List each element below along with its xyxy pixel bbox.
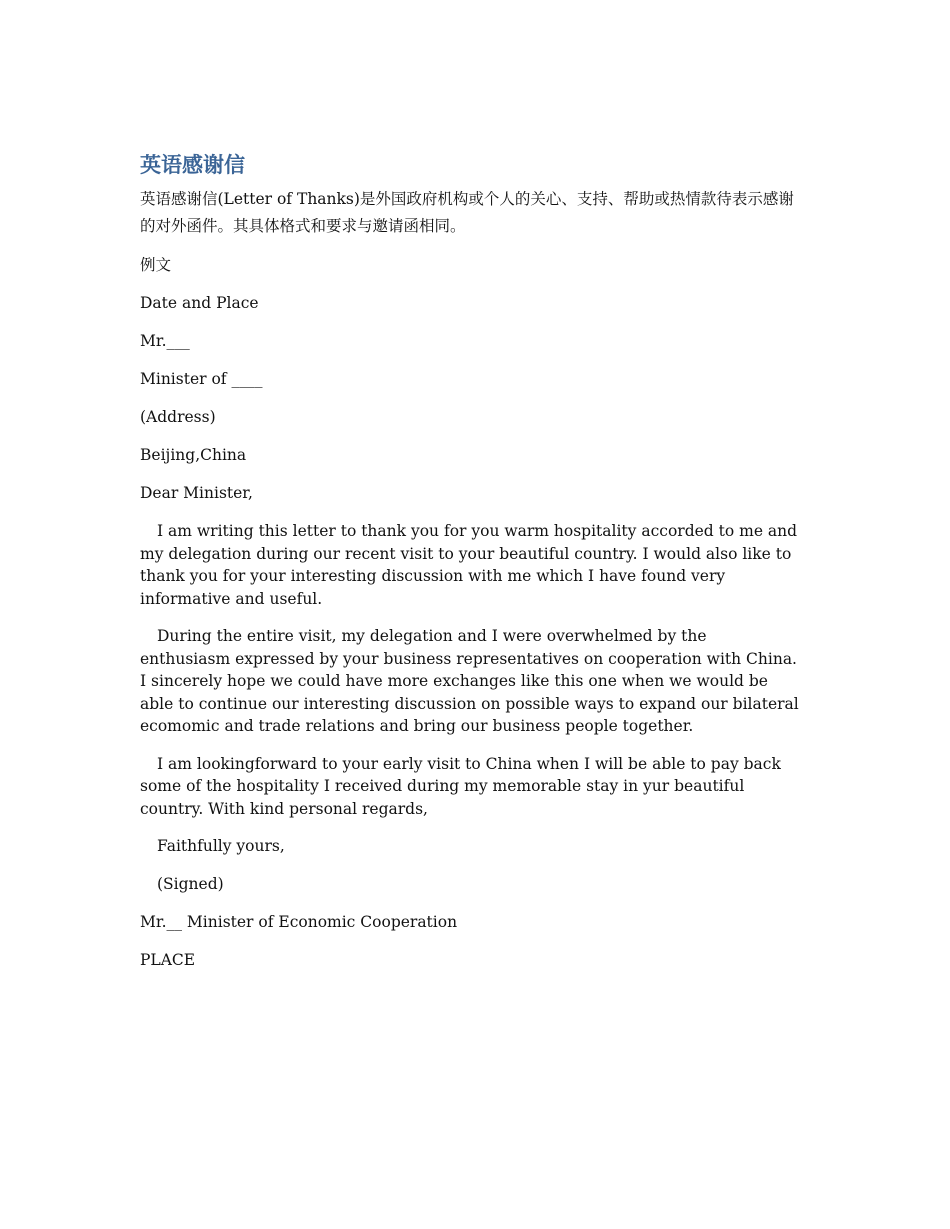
signature-line: Mr.__ Minister of Economic Cooperation bbox=[140, 913, 458, 931]
document-title: 英语感谢信 bbox=[140, 153, 245, 177]
recipient-city: Beijing,China bbox=[140, 446, 247, 464]
body-paragraph: I am lookingforward to your early visit to China when I will be able to pay back some of the hospitality I received during my memorable stay in yur beautiful country. With kind personal regards, bbox=[140, 754, 781, 818]
example-label: 例文 bbox=[140, 256, 172, 274]
closing: Faithfully yours, bbox=[157, 837, 285, 855]
recipient-name: Mr.___ bbox=[140, 332, 190, 350]
date-place: Date and Place bbox=[140, 294, 259, 312]
recipient-title: Minister of ____ bbox=[140, 370, 263, 388]
salutation: Dear Minister, bbox=[140, 484, 253, 502]
body-paragraph: During the entire visit, my delegation and I were overwhelmed by the enthusiasm expressed by your business representatives on cooperation with China. I sincerely hope we could have more exchanges like this one when we would be able to continue our interesting discussion on possible ways to expand our bilateral ecomomic and trade relations and bring our business people together. bbox=[140, 627, 799, 735]
document-page bbox=[140, 150, 800, 987]
place: PLACE bbox=[140, 951, 196, 969]
body-paragraph: I am writing this letter to thank you for you warm hospitality accorded to me and my delegation during our recent visit to your beautiful country. I would also like to thank you for your interesting discussion with me which I have found very informative and useful. bbox=[140, 522, 798, 608]
signed-note: (Signed) bbox=[157, 875, 224, 893]
recipient-address: (Address) bbox=[140, 408, 216, 426]
intro-paragraph: 英语感谢信(Letter of Thanks)是外国政府机构或个人的关心、支持、帮助或热情款待表示感谢的对外函件。其具体格式和要求与邀请函相同。 bbox=[140, 190, 794, 235]
